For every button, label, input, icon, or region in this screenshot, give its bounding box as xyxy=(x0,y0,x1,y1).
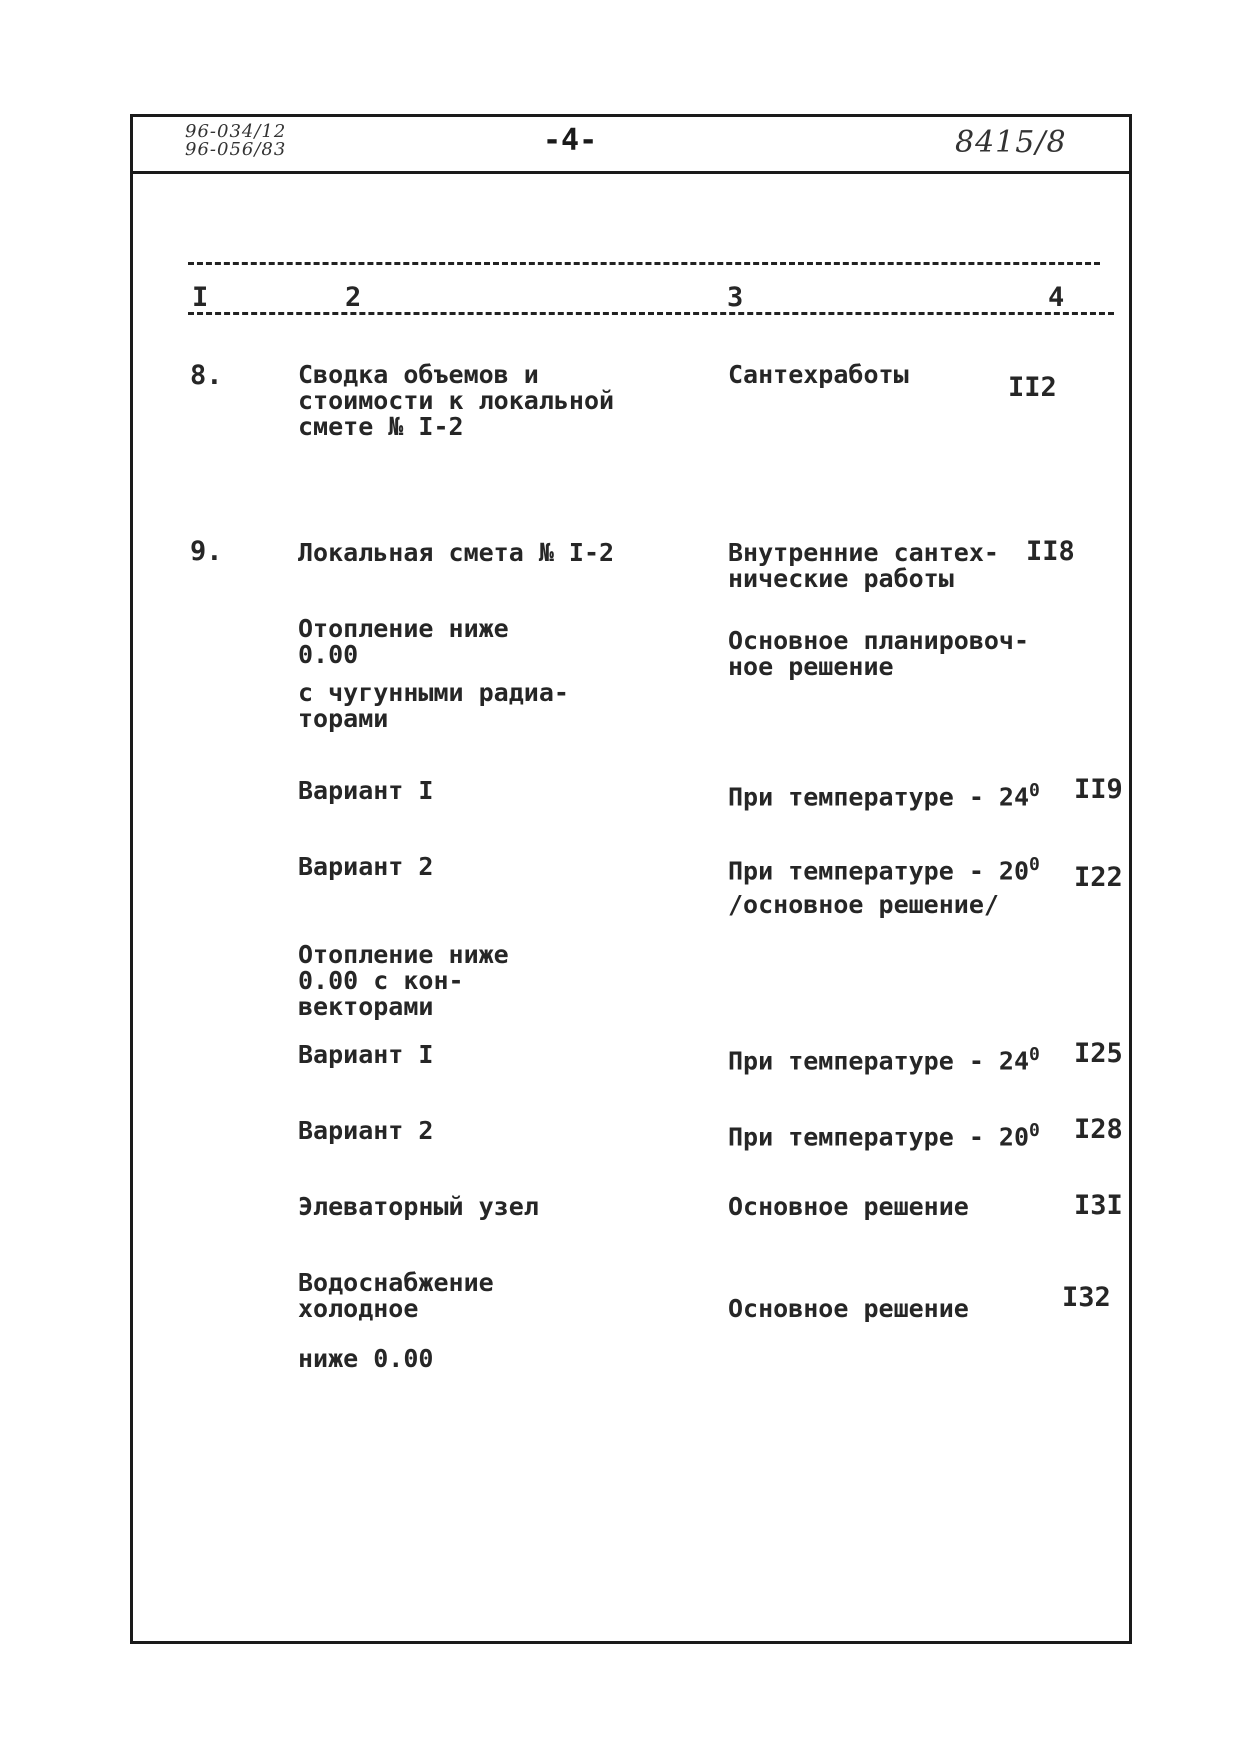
doc-code-2: 96-056/83 xyxy=(185,139,287,160)
variant-2-conv-desc: При температуре - $20^0$ xyxy=(728,1120,1040,1152)
variant-2-conv-title: Вариант 2 xyxy=(298,1116,434,1145)
variant-2-conv-page: I28 xyxy=(1074,1114,1123,1145)
row-8-page: II2 xyxy=(1008,372,1057,403)
heating-cast-desc: Основное планировоч- ное решение xyxy=(728,626,1030,681)
row-9-number: 9. xyxy=(190,536,223,567)
variant-1-cast-page: II9 xyxy=(1074,774,1123,805)
elevator-desc: Основное решение xyxy=(728,1192,969,1221)
header-divider xyxy=(133,171,1129,174)
columns-dashed-rule xyxy=(188,312,1114,315)
variant-1-cast-title: Вариант I xyxy=(298,776,434,805)
inventory-number: 8415/8 xyxy=(955,125,1067,160)
variant-2-cast-page: I22 xyxy=(1074,862,1123,893)
column-header-4: 4 xyxy=(1048,282,1065,313)
row-9-page: II8 xyxy=(1026,536,1075,567)
variant-1-conv-title: Вариант I xyxy=(298,1040,434,1069)
water-page: I32 xyxy=(1062,1282,1111,1313)
page-number: -4- xyxy=(543,123,598,158)
water-subtitle: ниже 0.00 xyxy=(298,1344,434,1373)
variant-2-cast-note: /основное решение/ xyxy=(728,890,999,919)
variant-2-cast-title: Вариант 2 xyxy=(298,852,434,881)
row-8-title: Сводка объемов и стоимости к локальной смете № I-2 xyxy=(298,360,615,441)
variant-1-cast-desc: При температуре - $24^0$ xyxy=(728,780,1040,812)
variant-1-conv-desc: При температуре - $24^0$ xyxy=(728,1044,1040,1076)
variant-2-cast-desc: При температуре - $20^0$ xyxy=(728,854,1040,886)
column-header-3: 3 xyxy=(727,282,744,313)
top-dashed-rule xyxy=(188,262,1100,265)
doc-code-1: 96-034/12 xyxy=(185,121,287,142)
heating-convector-title: Отопление ниже 0.00 с кон- векторами xyxy=(298,940,509,1021)
heating-cast-subtitle: с чугунными радиа- торами xyxy=(298,678,569,733)
row-9-title: Локальная смета № I-2 xyxy=(298,538,615,567)
row-8-number: 8. xyxy=(190,360,223,391)
heating-cast-title: Отопление ниже 0.00 xyxy=(298,614,509,669)
elevator-title: Элеваторный узел xyxy=(298,1192,539,1221)
elevator-page: I3I xyxy=(1074,1190,1123,1221)
variant-1-conv-page: I25 xyxy=(1074,1038,1123,1069)
column-header-2: 2 xyxy=(345,282,362,313)
column-header-1: I xyxy=(192,282,209,313)
row-8-desc: Сантехработы xyxy=(728,360,909,389)
row-9-desc: Внутренние сантех- нические работы xyxy=(728,538,999,593)
water-title: Водоснабжение холодное xyxy=(298,1268,494,1323)
water-desc: Основное решение xyxy=(728,1294,969,1323)
